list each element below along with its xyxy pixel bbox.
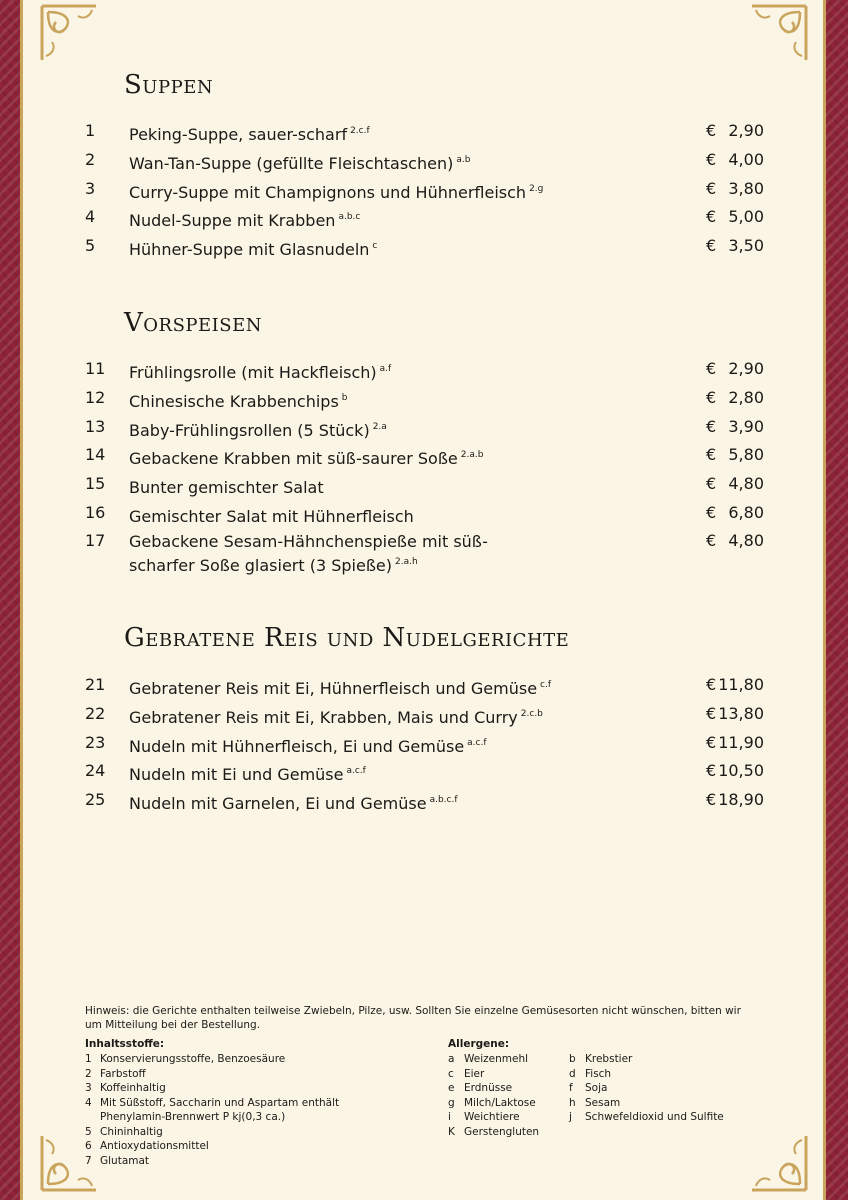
item-allergen-codes: 2.a.b — [460, 450, 484, 460]
item-number: 5 — [85, 236, 96, 255]
item-allergen-codes: c.f — [540, 680, 552, 690]
menu-item: 4 Nudel-Suppe mit Krabben $^{a.b.c}$ € 5,00 — [85, 207, 764, 230]
legend-item: b Krebstier — [569, 1053, 633, 1065]
menu-item: 11 Frühlingsrolle (mit Hackfleisch) $^{a.f}$ € 2,90 — [85, 359, 764, 382]
item-name: Nudeln mit Garnelen, Ei und Gemüse $^{a.b.c.f}$ — [129, 794, 458, 813]
item-name: Gebratener Reis mit Ei, Hühnerfleisch und Gemüse $^{c.f}$ — [129, 679, 552, 698]
item-name: Frühlingsrolle (mit Hackfleisch) $^{a.f}$ — [129, 363, 392, 382]
allergene-list-left — [448, 1052, 563, 1139]
item-number: 12 — [85, 388, 106, 407]
legend-item: 3 Koffeinhaltig — [85, 1082, 166, 1094]
item-name: Gebackene Krabben mit süß-saurer Soße $^{2.a.b}$ — [129, 449, 484, 468]
corner-ornament-icon — [748, 1132, 810, 1194]
item-name: Curry-Suppe mit Champignons und Hühnerfleisch $^{2.g}$ — [129, 183, 544, 202]
item-number: 22 — [85, 704, 106, 723]
item-number: 16 — [85, 503, 106, 522]
item-number: 2 — [85, 150, 96, 169]
item-number: 1 — [85, 121, 96, 140]
corner-ornament-icon — [748, 2, 810, 64]
hint-text: Hinweis: die Gerichte enthalten teilweise Zwiebeln, Pilze, usw. Sollten Sie einzelne Gemüsesorten nicht wünschen, bitten wir um Mitteilung bei der Bestellung. — [85, 1005, 741, 1031]
item-name: Baby-Frühlingsrollen (5 Stück) $^{2.a}$ — [129, 421, 387, 440]
item-number: 11 — [85, 359, 106, 378]
item-name: Nudel-Suppe mit Krabben $^{a.b.c}$ — [129, 211, 361, 230]
menu-item: 22 Gebratener Reis mit Ei, Krabben, Mais und Curry $^{2.c.b}$ € 13,80 — [85, 704, 764, 727]
section-title-vorspeisen: Vorspeisen — [124, 308, 262, 338]
menu-item: 14 Gebackene Krabben mit süß-saurer Soße $^{2.a.b}$ € 5,80 — [85, 445, 764, 468]
menu-item: 24 Nudeln mit Ei und Gemüse $^{a.c.f}$ € 10,50 — [85, 761, 764, 784]
item-name: Hühner-Suppe mit Glasnudeln $^c$ — [129, 240, 378, 259]
item-name: Peking-Suppe, sauer-scharf $^{2.c.f}$ — [129, 125, 370, 144]
inhaltsstoffe-title: Inhaltsstoffe: — [85, 1038, 165, 1050]
legend-item: c Eier — [448, 1067, 485, 1080]
item-allergen-codes: a.b.c — [338, 212, 361, 222]
menu-item: 16 Gemischter Salat mit Hühnerfleisch € 6,80 — [85, 503, 764, 526]
menu-item: 5 Hühner-Suppe mit Glasnudeln $^c$ € 3,50 — [85, 236, 764, 259]
item-name: Chinesische Krabbenchips $^b$ — [129, 392, 348, 411]
item-name: Gemischter Salat mit Hühnerfleisch — [129, 507, 414, 526]
legend-item: 7 Glutamat — [85, 1154, 150, 1167]
item-allergen-codes: b — [341, 393, 348, 403]
legend-item: h Sesam — [569, 1096, 621, 1109]
allergene-title: Allergene: — [448, 1038, 510, 1050]
legend-item: 4 Mit Süßstoff, Saccharin und Aspartam enthält Phenylamin-Brennwert P kj(0,3 ca.) — [85, 1096, 340, 1123]
legend-item: 5 Chininhaltig — [85, 1125, 163, 1138]
item-number: 25 — [85, 790, 106, 809]
item-number: 14 — [85, 445, 106, 464]
item-name: Gebackene Sesam-Hähnchenspieße mit süß-scharfer Soße glasiert (3 Spieße) $^{2.a.h}$ — [129, 532, 488, 575]
legend-item: f Soja — [569, 1082, 608, 1094]
item-number: 3 — [85, 179, 96, 198]
legend-item: e Erdnüsse — [448, 1082, 513, 1094]
item-allergen-codes: a.c.f — [467, 738, 487, 748]
allergene-list-right — [569, 1052, 749, 1125]
menu-item: 23 Nudeln mit Hühnerfleisch, Ei und Gemüse $^{a.c.f}$ € 11,90 — [85, 733, 764, 756]
legend-item: 1 Konservierungsstoffe, Benzoesäure — [85, 1053, 286, 1065]
menu-item: 21 Gebratener Reis mit Ei, Hühnerfleisch und Gemüse $^{c.f}$ € 11,80 — [85, 675, 764, 698]
legend-item: K Gerstengluten — [448, 1125, 540, 1138]
menu-item: 17 Gebackene Sesam-Hähnchenspieße mit süß-scharfer Soße glasiert (3 Spieße) $^{2.a.h}$ € 4,80 — [85, 531, 764, 575]
item-number: 17 — [85, 531, 106, 550]
menu-item: 15 Bunter gemischter Salat € 4,80 — [85, 474, 764, 497]
item-number: 23 — [85, 733, 106, 752]
inhaltsstoffe-list — [85, 1052, 385, 1168]
item-allergen-codes: c — [372, 241, 378, 251]
item-number: 4 — [85, 207, 96, 226]
legend-item: j Schwefeldioxid und Sulfite — [569, 1111, 724, 1123]
corner-ornament-icon — [38, 2, 100, 64]
item-number: 24 — [85, 761, 106, 780]
menu-item: 13 Baby-Frühlingsrollen (5 Stück) $^{2.a}$ € 3,90 — [85, 417, 764, 440]
item-allergen-codes: 2.c.b — [520, 709, 543, 719]
legend-item: 6 Antioxydationsmittel — [85, 1140, 209, 1152]
menu-item: 3 Curry-Suppe mit Champignons und Hühnerfleisch $^{2.g}$ € 3,80 — [85, 179, 764, 202]
item-allergen-codes: 2.c.f — [350, 126, 370, 136]
item-name: Nudeln mit Hühnerfleisch, Ei und Gemüse $^{a.c.f}$ — [129, 737, 487, 756]
section-title-reis-nudeln: Gebratene Reis und Nudelgerichte — [124, 623, 570, 653]
legend-item: 2 Farbstoff — [85, 1067, 146, 1080]
item-allergen-codes: a.b — [456, 155, 471, 165]
item-allergen-codes: a.b.c.f — [429, 795, 458, 805]
item-number: 13 — [85, 417, 106, 436]
menu-item: 2 Wan-Tan-Suppe (gefüllte Fleischtaschen) $^{a.b}$ € 4,00 — [85, 150, 764, 173]
menu-item: 12 Chinesische Krabbenchips $^b$ € 2,80 — [85, 388, 764, 411]
item-allergen-codes: 2.a — [372, 422, 387, 432]
item-name: Wan-Tan-Suppe (gefüllte Fleischtaschen) $^{a.b}$ — [129, 154, 471, 173]
legend-item: g Milch/Laktose — [448, 1096, 536, 1109]
section-title-suppen: Suppen — [124, 70, 214, 100]
item-allergen-codes: 2.a.h — [395, 557, 418, 567]
item-name: Bunter gemischter Salat — [129, 478, 324, 497]
item-name: Gebratener Reis mit Ei, Krabben, Mais und Curry $^{2.c.b}$ — [129, 708, 543, 727]
item-allergen-codes: a.f — [379, 364, 392, 374]
legend-item: d Fisch — [569, 1067, 612, 1080]
menu-item: 25 Nudeln mit Garnelen, Ei und Gemüse $^{a.b.c.f}$ € 18,90 — [85, 790, 764, 813]
menu-item: 1 Peking-Suppe, sauer-scharf $^{2.c.f}$ € 2,90 — [85, 121, 764, 144]
item-name: Nudeln mit Ei und Gemüse $^{a.c.f}$ — [129, 765, 366, 784]
item-number: 21 — [85, 675, 106, 694]
item-allergen-codes: 2.g — [529, 184, 544, 194]
legend-item: i Weichtiere — [448, 1111, 520, 1123]
legend-item: a Weizenmehl — [448, 1053, 529, 1065]
item-allergen-codes: a.c.f — [346, 766, 366, 776]
item-number: 15 — [85, 474, 106, 493]
